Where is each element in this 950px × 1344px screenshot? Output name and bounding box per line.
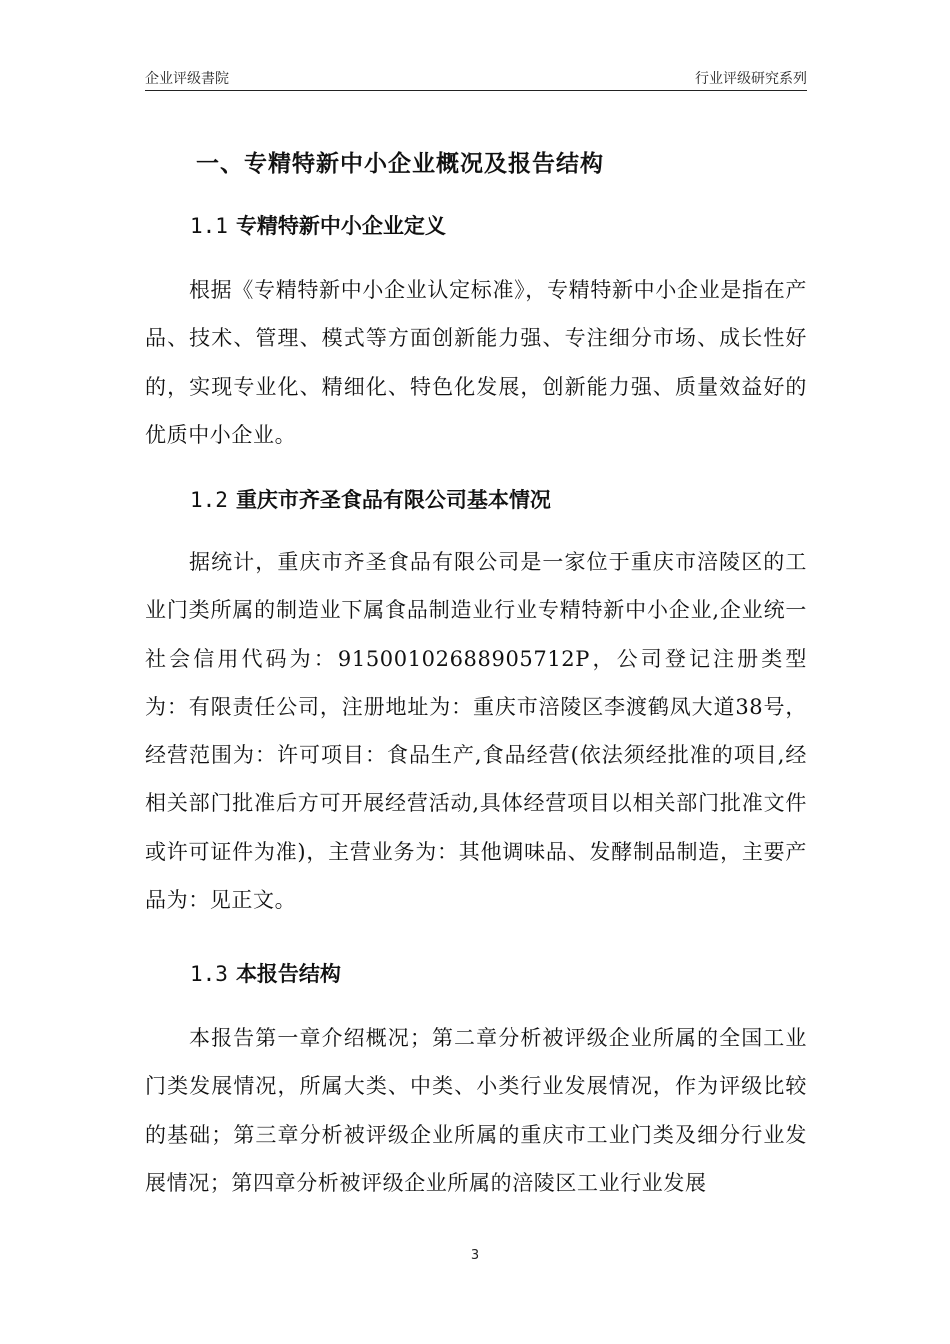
section-heading-1-3 [190,958,341,988]
section-heading-1-1 [190,210,446,240]
section-paragraph-1-1: 根据《专精特新中小企业认定标准》，专精特新中小企业是指在产品、技术、管理、模式等方面创新能力强、专注细分市场、成长性好的，实现专业化、精细化、特色化发展，创新能力强、质量效益好的优质中小企业。 [145,278,807,447]
section-title: 专精特新中小企业定义 [235,214,446,238]
header-left-text: 企业评级書院 [145,71,229,87]
page-number: 3 [470,1248,480,1263]
section-number: 1.1 [190,214,228,238]
section-heading-1-2 [190,484,551,514]
section-number: 1.3 [190,962,228,986]
section-paragraph-1-2: 据统计，重庆市齐圣食品有限公司是一家位于重庆市涪陵区的工业门类所属的制造业下属食品制造业行业专精特新中小企业,企业统一社会信用代码为：91500102688905712P，公司登记注册类型为：有限责任公司，注册地址为：重庆市涪陵区李渡鹤凤大道38号，经营范围为：许可项目：食品生产,食品经营(依法须经批准的项目,经相关部门批准后方可开展经营活动,具体经营项目以相关部门批准文件或许可证件为准)，主营业务为：其他调味品、发酵制品制造，主要产品为：见正文。 [145,550,807,913]
header-right-text: 行业评级研究系列 [695,71,807,87]
chapter-title: 一、专精特新中小企业概况及报告结构 [196,151,604,177]
section-number: 1.2 [190,488,228,512]
page-header [145,66,807,91]
section-paragraph-1-3: 本报告第一章介绍概况；第二章分析被评级企业所属的全国工业门类发展情况，所属大类、中类、小类行业发展情况，作为评级比较的基础；第三章分析被评级企业所属的重庆市工业门类及细分行业发展情况；第四章分析被评级企业所属的涪陵区工业行业发展 [145,1026,807,1195]
section-title: 重庆市齐圣食品有限公司基本情况 [235,488,551,512]
section-title: 本报告结构 [235,962,341,986]
